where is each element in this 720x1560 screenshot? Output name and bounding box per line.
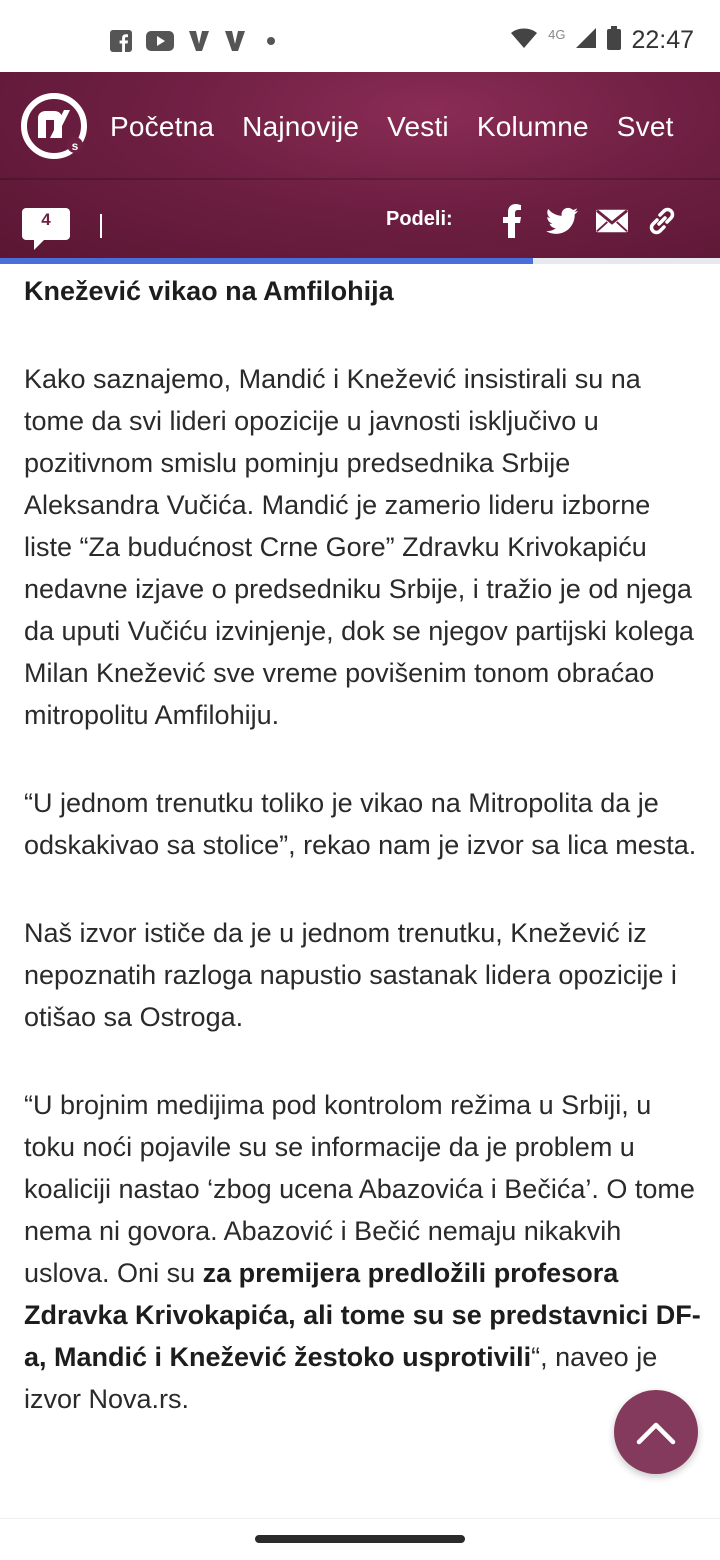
viber-icon: [224, 30, 246, 52]
notification-icons: [110, 26, 282, 56]
comment-count[interactable]: 4: [41, 210, 51, 229]
site-header: [0, 72, 720, 262]
article-paragraph: [24, 1084, 704, 1420]
share-icons: [496, 204, 678, 238]
facebook-share-icon[interactable]: [496, 204, 528, 238]
nav-items: [110, 72, 674, 182]
scroll-to-top-button[interactable]: [614, 1390, 698, 1474]
nav-item-najnovije[interactable]: Najnovije: [242, 111, 360, 142]
network-type: 4G: [548, 26, 566, 42]
share-label: Podeli:: [386, 208, 453, 230]
mail-share-icon[interactable]: [596, 204, 628, 238]
viber-icon: [188, 30, 210, 52]
chevron-up-icon: [636, 1419, 676, 1445]
twitter-share-icon[interactable]: [546, 204, 578, 238]
battery-icon: [607, 26, 621, 55]
svg-text:s: s: [71, 139, 79, 153]
clock: 22:47: [631, 25, 694, 54]
link-share-icon[interactable]: [646, 204, 678, 238]
reading-progress-fill: [0, 258, 533, 264]
paragraph-bold-text: za premijera predložili profesora Zdravka Krivokapića, ali tome su se predstavnici DF-a, Mandić i Knežević žestoko usprotivili: [24, 1258, 701, 1372]
paragraph-text: “, naveo je izvor Nova.rs.: [24, 1342, 658, 1414]
navigation-gesture-bar: [0, 1518, 720, 1560]
divider: [100, 214, 102, 238]
facebook-icon: [110, 30, 132, 52]
main-nav: [0, 72, 720, 182]
article-subheading: Knežević vikao na Amfilohija: [24, 276, 394, 306]
nav-item-svet[interactable]: Svet: [616, 111, 674, 142]
article-body: [24, 270, 704, 1518]
n1-logo-icon[interactable]: [20, 92, 88, 160]
signal-icon: [575, 27, 597, 54]
home-gesture-handle[interactable]: [255, 1535, 465, 1543]
dot-icon: [260, 30, 282, 52]
nav-divider: [0, 178, 720, 180]
nav-item-kolumne[interactable]: Kolumne: [476, 111, 589, 142]
article-paragraph: Kako saznajemo, Mandić i Knežević insistirali su na tome da svi lideri opozicije u javnosti isključivo u pozitivnom smislu pominju predsednika Srbije Aleksandra Vučića. Mandić je zamerio lideru izborne liste “Za budućnost Crne Gore” Zdravku Krivokapiću nedavne izjave o predsedniku Srbije, i tražio je od njega da uputi Vučiću izvinjenje, dok se njegov partijski kolega Milan Knežević sve vreme povišenim tonom obraćao mitropolitu Amfilohiju.: [24, 364, 694, 730]
wifi-icon: [510, 27, 538, 54]
youtube-icon: [146, 30, 174, 52]
article-paragraph: Naš izvor ističe da je u jednom trenutku, Knežević iz nepoznatih razloga napustio sastanak lidera opozicije i otišao sa Ostroga.: [24, 918, 677, 1032]
share-bar: [0, 182, 720, 260]
system-indicators: [510, 22, 694, 58]
article-paragraph: “U jednom trenutku toliko je vikao na Mitropolita da je odskakivao sa stolice”, rekao nam je izvor sa lica mesta.: [24, 788, 697, 860]
reading-progress-bar: [0, 258, 720, 264]
nav-item-pocetna[interactable]: Početna: [110, 111, 215, 142]
status-bar: [0, 0, 720, 72]
nav-item-vesti[interactable]: Vesti: [387, 111, 449, 142]
paragraph-text: “U brojnim medijima pod kontrolom režima u Srbiji, u toku noći pojavile su se informacije da je problem u koaliciji nastao ‘zbog ucena Abazovića i Bečića’. O tome nema ni govora. Abazović i Bečić nemaju nikakvih uslova. Oni su: [24, 1090, 695, 1288]
